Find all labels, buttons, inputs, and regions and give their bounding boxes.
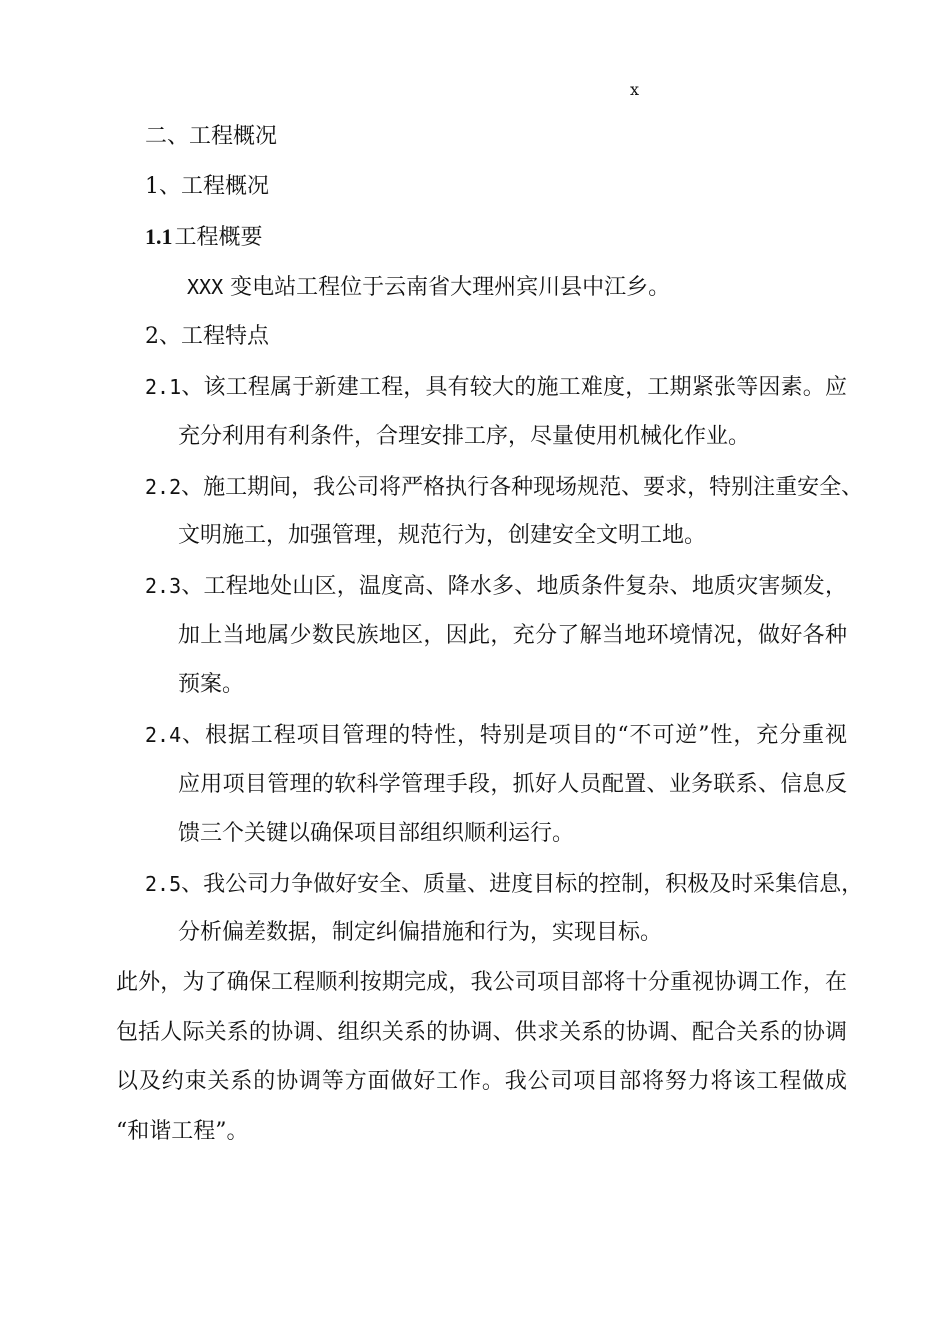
closing-line-3: 以及约束关系的协调等方面做好工作。我公司项目部将努力将该工程做成 xyxy=(116,1069,847,1094)
feature-text: 、我公司力争做好安全、质量、进度目标的控制，积极及时采集信息， xyxy=(181,872,864,897)
feature-2-5-line-1 xyxy=(145,871,864,898)
overview-paragraph xyxy=(187,274,670,301)
feature-2-1-line-1 xyxy=(145,374,847,401)
feature-text: 、根据工程项目管理的特性，特别是项目的“不可逆”性，充分重视 xyxy=(181,723,847,748)
subsection-label: 工程概要 xyxy=(174,225,263,250)
feature-number: 2.2 xyxy=(145,475,182,499)
subsection-title-2: 2、工程特点 xyxy=(145,324,269,349)
closing-line-2: 包括人际关系的协调、组织关系的协调、供求关系的协调、配合关系的协调 xyxy=(116,1020,847,1045)
feature-number: 2.4 xyxy=(145,723,182,747)
feature-2-3-line-3: 预案。 xyxy=(178,672,245,697)
feature-2-4-line-2: 应用项目管理的软科学管理手段，抓好人员配置、业务联系、信息反 xyxy=(178,772,847,797)
overview-text: 变电站工程位于云南省大理州宾川县中江乡。 xyxy=(230,275,671,300)
section-title: 二、工程概况 xyxy=(145,124,278,149)
subsection-title-1: 1、工程概况 xyxy=(145,174,269,199)
feature-text: 、施工期间，我公司将严格执行各种现场规范、要求，特别注重安全、 xyxy=(181,475,864,500)
feature-2-1-line-2: 充分利用有利条件，合理安排工序，尽量使用机械化作业。 xyxy=(178,424,751,449)
feature-number: 2.1 xyxy=(145,375,182,399)
feature-number: 2.3 xyxy=(145,574,182,598)
feature-2-4-line-1 xyxy=(145,722,847,749)
feature-2-4-line-3: 馈三个关键以确保项目部组织顺利运行。 xyxy=(178,821,575,846)
feature-2-2-line-1 xyxy=(145,474,864,501)
header-mark: x xyxy=(630,80,640,99)
feature-2-5-line-2: 分析偏差数据，制定纠偏措施和行为，实现目标。 xyxy=(178,920,663,945)
overview-prefix: XXX xyxy=(187,275,224,299)
subsection-number: 1.1 xyxy=(145,224,173,249)
feature-2-3-line-1 xyxy=(145,573,847,600)
closing-line-1: 此外，为了确保工程顺利按期完成，我公司项目部将十分重视协调工作，在 xyxy=(116,970,847,995)
feature-number: 2.5 xyxy=(145,872,182,896)
feature-2-2-line-2: 文明施工，加强管理，规范行为，创建安全文明工地。 xyxy=(178,523,707,548)
feature-2-3-line-2: 加上当地属少数民族地区，因此，充分了解当地环境情况，做好各种 xyxy=(178,623,847,648)
feature-text: 、该工程属于新建工程，具有较大的施工难度，工期紧张等因素。应 xyxy=(181,375,847,400)
feature-text: 、工程地处山区，温度高、降水多、地质条件复杂、地质灾害频发， xyxy=(181,574,847,599)
subsection-title-1-1 xyxy=(145,224,263,251)
closing-line-4: “和谐工程”。 xyxy=(116,1119,249,1144)
